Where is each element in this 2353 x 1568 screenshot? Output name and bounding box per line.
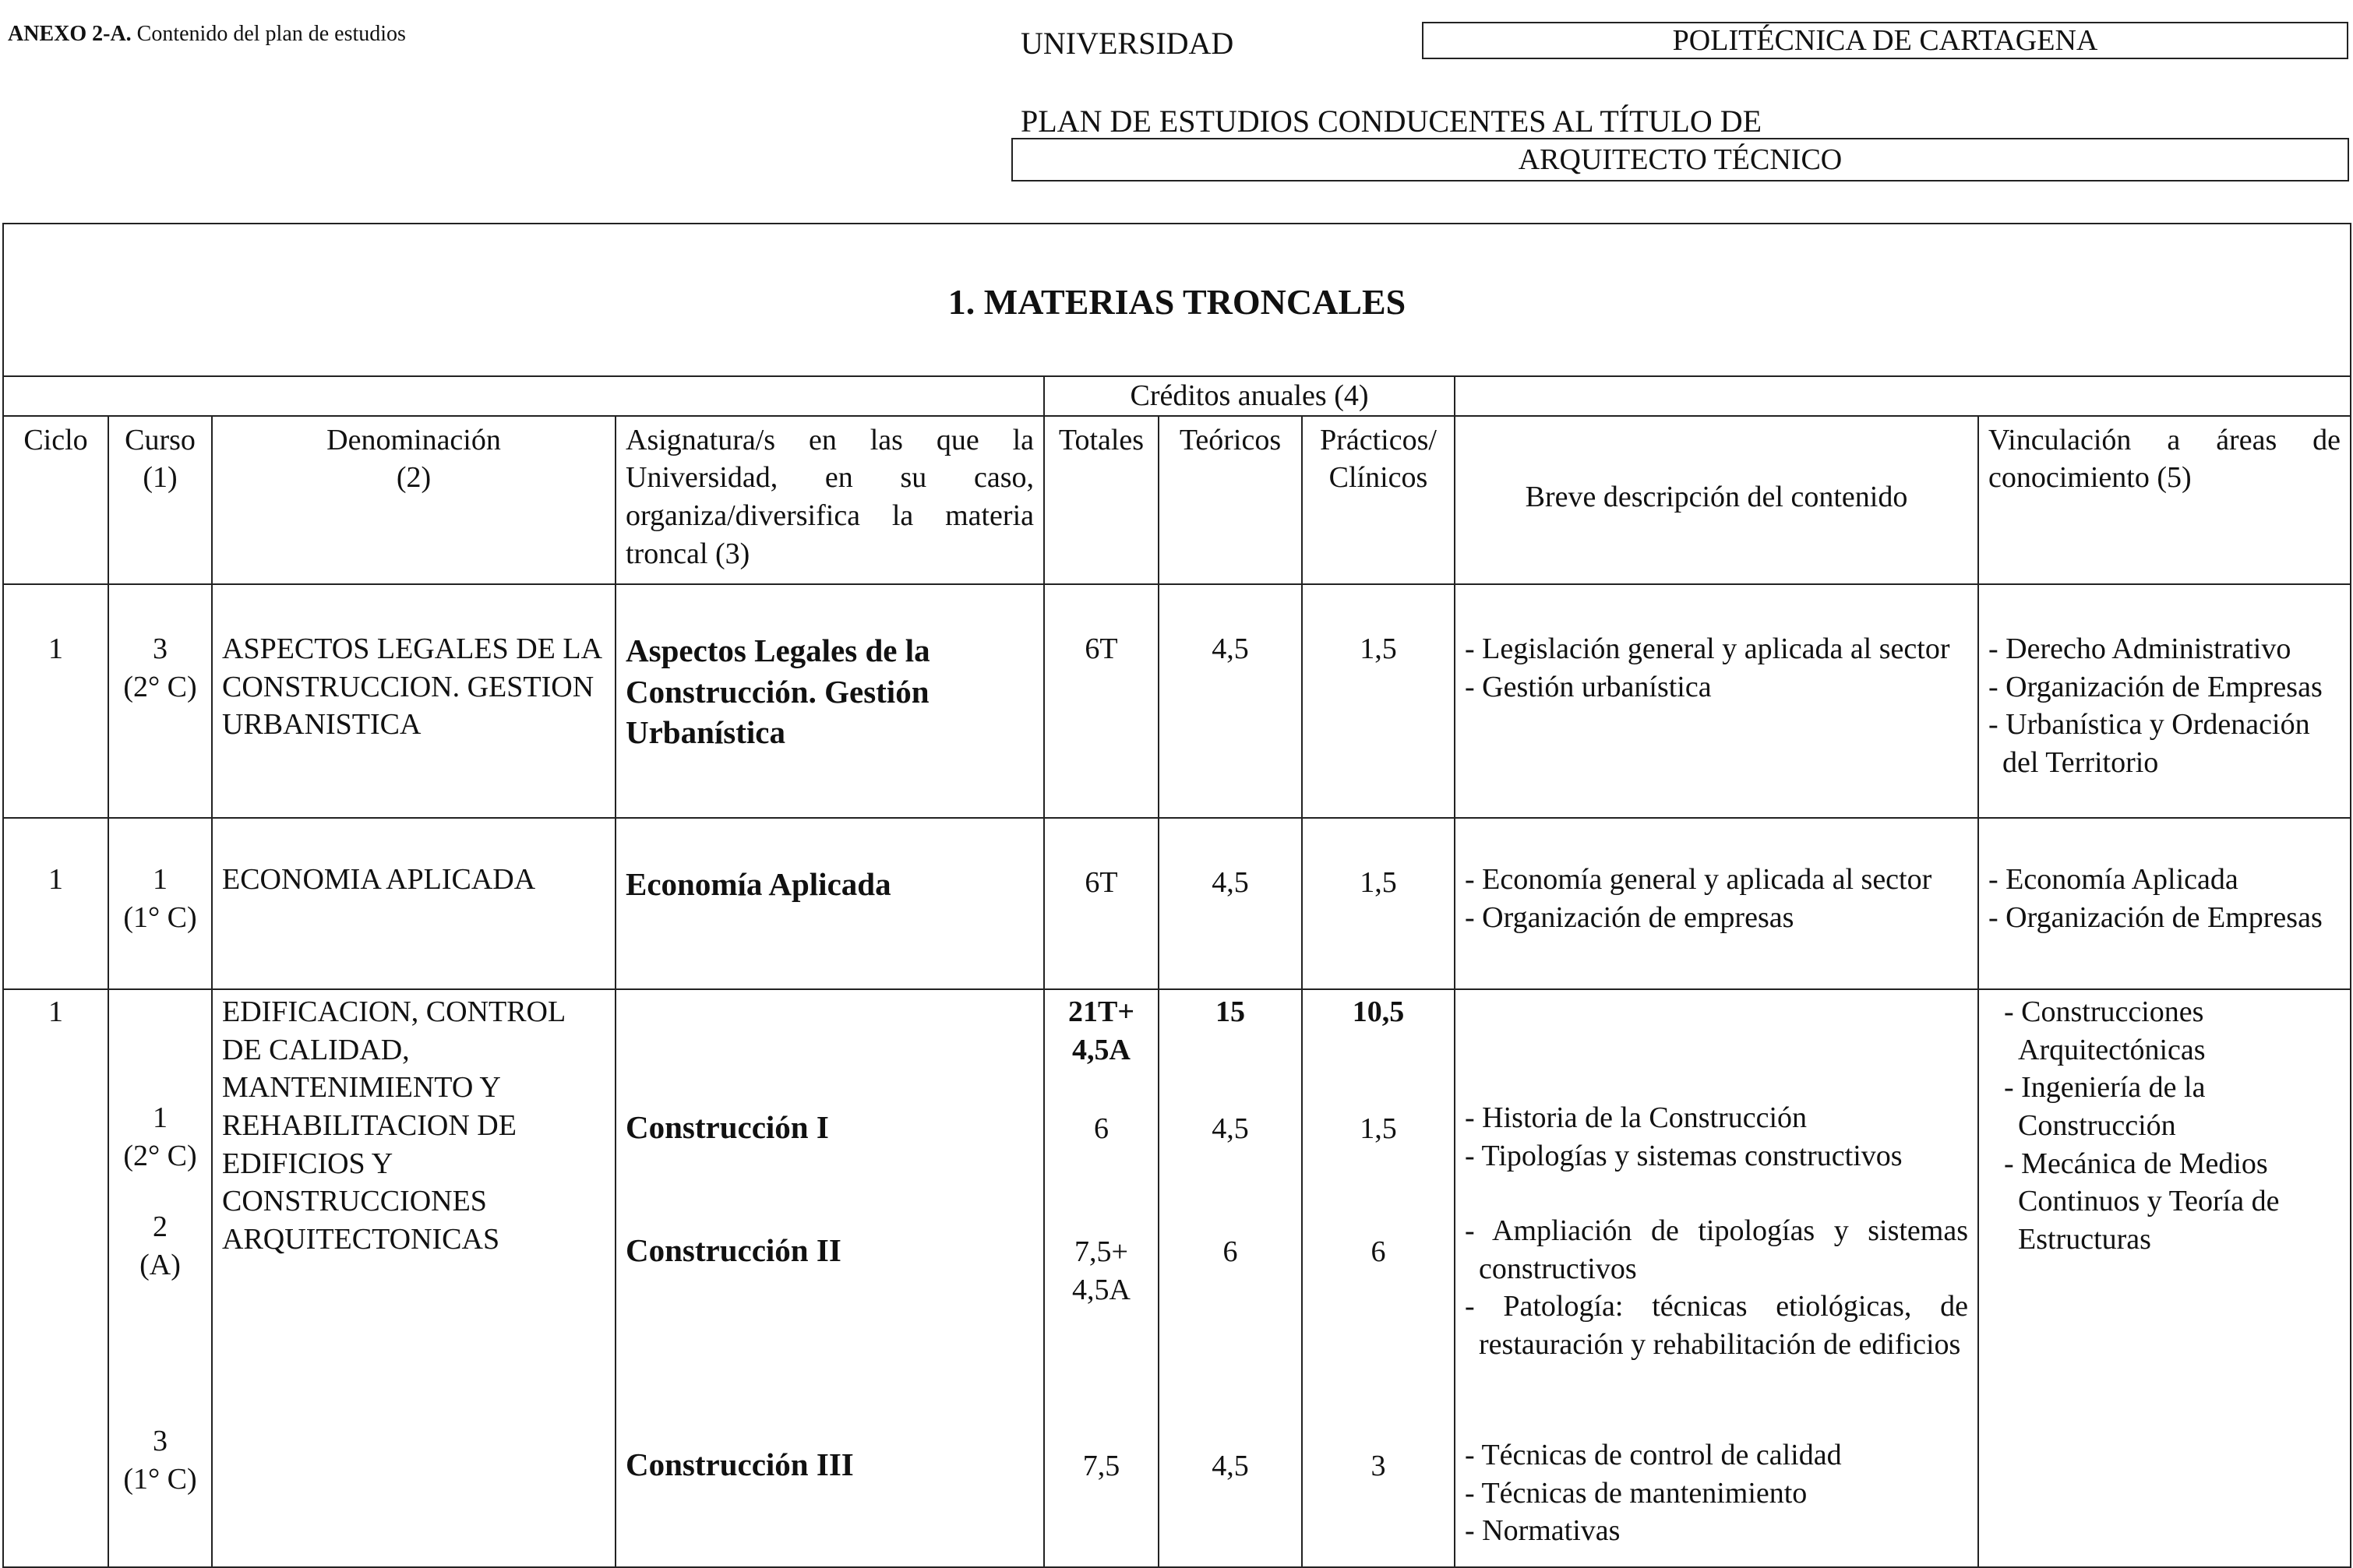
cell-ciclo: 1: [3, 989, 108, 1567]
area-item: - Mecánica de Medios Continuos y Teoría de Estructuras: [2004, 1147, 2280, 1256]
cell-teoricos: 4,5: [1159, 818, 1302, 989]
cell-asignatura: Economía Aplicada: [616, 818, 1044, 989]
subject-curso: 3 (1° C): [123, 1425, 197, 1496]
credits-spacer: [3, 376, 1044, 416]
cell-descripcion: [1455, 989, 1978, 1567]
annex-label: ANEXO 2-A. Contenido del plan de estudios: [8, 22, 406, 46]
area-item: - Organización de Empresas: [1988, 670, 2323, 703]
area-item: - Economía Aplicada: [1988, 863, 2238, 897]
credits-spacer-right: [1455, 376, 2351, 416]
subject-teoricos: 4,5: [1212, 1450, 1249, 1483]
group-totales: 21T+ 4,5A: [1068, 995, 1134, 1066]
group-practicos: 10,5: [1352, 995, 1405, 1029]
cell-totales: 6T: [1044, 584, 1159, 818]
group-teoricos: 15: [1215, 995, 1245, 1029]
cell-descripcion: [1455, 818, 1978, 989]
desc-item: - Técnicas de control de calidad: [1465, 1439, 1842, 1472]
table-row: [3, 584, 2351, 818]
cell-denominacion: ASPECTOS LEGALES DE LA CONSTRUCCION. GESTION URBANISTICA: [212, 584, 616, 818]
cell-curso: [108, 989, 212, 1567]
area-item: - Urbanística y Ordenación del Territorio: [1988, 708, 2310, 779]
area-item: - Derecho Administrativo: [1988, 632, 2291, 666]
desc-item: - Técnicas de mantenimiento: [1465, 1476, 1808, 1510]
cell-curso: 3 (2° C): [108, 584, 212, 818]
university-name-box: POLITÉCNICA DE CARTAGENA: [1422, 22, 2348, 59]
col-header-denominacion: Denominación (2): [212, 416, 616, 585]
cell-curso: 1 (1° C): [108, 818, 212, 989]
cell-denominacion: EDIFICACION, CONTROL DE CALIDAD, MANTENIMIENTO Y REHABILITACION DE EDIFICIOS Y CONSTRUCCIONES ARQUITECTONICAS: [212, 989, 616, 1567]
subject-teoricos: 6: [1222, 1235, 1238, 1269]
subject-totales: 6: [1094, 1112, 1109, 1146]
cell-practicos: 1,5: [1302, 584, 1455, 818]
subject-name: Construcción II: [626, 1232, 841, 1269]
subject-curso: 2 (A): [139, 1210, 181, 1281]
cell-asignatura: Aspectos Legales de la Construcción. Gestión Urbanística: [616, 584, 1044, 818]
subject-name: Construcción III: [626, 1446, 854, 1483]
cell-practicos: [1302, 989, 1455, 1567]
subject-practicos: 1,5: [1360, 1112, 1397, 1146]
desc-item: - Organización de empresas: [1465, 900, 1794, 934]
cell-denominacion: ECONOMIA APLICADA: [212, 818, 616, 989]
degree-title-box: ARQUITECTO TÉCNICO: [1011, 138, 2349, 181]
col-header-asignaturas: Asignatura/s en las que la Universidad, en su caso, organiza/diversifica la materia troncal (3): [616, 416, 1044, 585]
section-title: 1. MATERIAS TRONCALES: [3, 224, 2351, 376]
desc-item: - Normativas: [1465, 1514, 1621, 1548]
subject-totales: 7,5+ 4,5A: [1072, 1235, 1131, 1306]
credits-group-label: Créditos anuales (4): [1044, 376, 1455, 416]
cell-ciclo: 1: [3, 818, 108, 989]
cell-descripcion: [1455, 584, 1978, 818]
cell-vinculacion: [1978, 989, 2351, 1567]
area-item: - Construcciones Arquitectónicas: [2004, 995, 2206, 1066]
cell-vinculacion: [1978, 818, 2351, 989]
desc-item: - Gestión urbanística: [1465, 670, 1712, 703]
col-header-totales: Totales: [1044, 416, 1159, 585]
desc-item: - Patología: técnicas etiológicas, de restauración y rehabilitación de edificios: [1465, 1290, 1968, 1361]
cell-vinculacion: [1978, 584, 2351, 818]
col-header-curso: Curso (1): [108, 416, 212, 585]
subject-teoricos: 4,5: [1212, 1112, 1249, 1146]
area-item: - Organización de Empresas: [1988, 900, 2323, 934]
subject-practicos: 3: [1371, 1450, 1386, 1483]
cell-teoricos: 4,5: [1159, 584, 1302, 818]
area-item: - Ingeniería de la Construcción: [2004, 1071, 2206, 1142]
subject-curso: 1 (2° C): [123, 1101, 197, 1172]
curriculum-table: [2, 223, 2351, 1568]
col-header-descripcion: Breve descripción del contenido: [1455, 416, 1978, 585]
desc-item: - Ampliación de tipologías y sistemas constructivos: [1465, 1214, 1968, 1285]
university-label: UNIVERSIDAD: [1021, 26, 1234, 61]
desc-item: - Historia de la Construcción: [1465, 1101, 1808, 1135]
col-header-vinculacion: Vinculación a áreas de conocimiento (5): [1978, 416, 2351, 585]
cell-asignatura: [616, 989, 1044, 1567]
table-row: [3, 989, 2351, 1567]
col-header-ciclo: Ciclo: [3, 416, 108, 585]
col-header-teoricos: Teóricos: [1159, 416, 1302, 585]
subject-totales: 7,5: [1082, 1450, 1120, 1483]
subject-practicos: 6: [1371, 1235, 1386, 1269]
desc-item: - Tipologías y sistemas constructivos: [1465, 1139, 1903, 1172]
cell-practicos: 1,5: [1302, 818, 1455, 989]
col-header-practicos: Prácticos/ Clínicos: [1302, 416, 1455, 585]
cell-totales: [1044, 989, 1159, 1567]
table-row: [3, 818, 2351, 989]
plan-label: PLAN DE ESTUDIOS CONDUCENTES AL TÍTULO DE: [1021, 104, 1762, 139]
subject-name: Construcción I: [626, 1109, 829, 1146]
desc-item: - Legislación general y aplicada al sector: [1465, 632, 1950, 666]
desc-item: - Economía general y aplicada al sector: [1465, 863, 1932, 897]
cell-totales: 6T: [1044, 818, 1159, 989]
cell-teoricos: [1159, 989, 1302, 1567]
cell-ciclo: 1: [3, 584, 108, 818]
